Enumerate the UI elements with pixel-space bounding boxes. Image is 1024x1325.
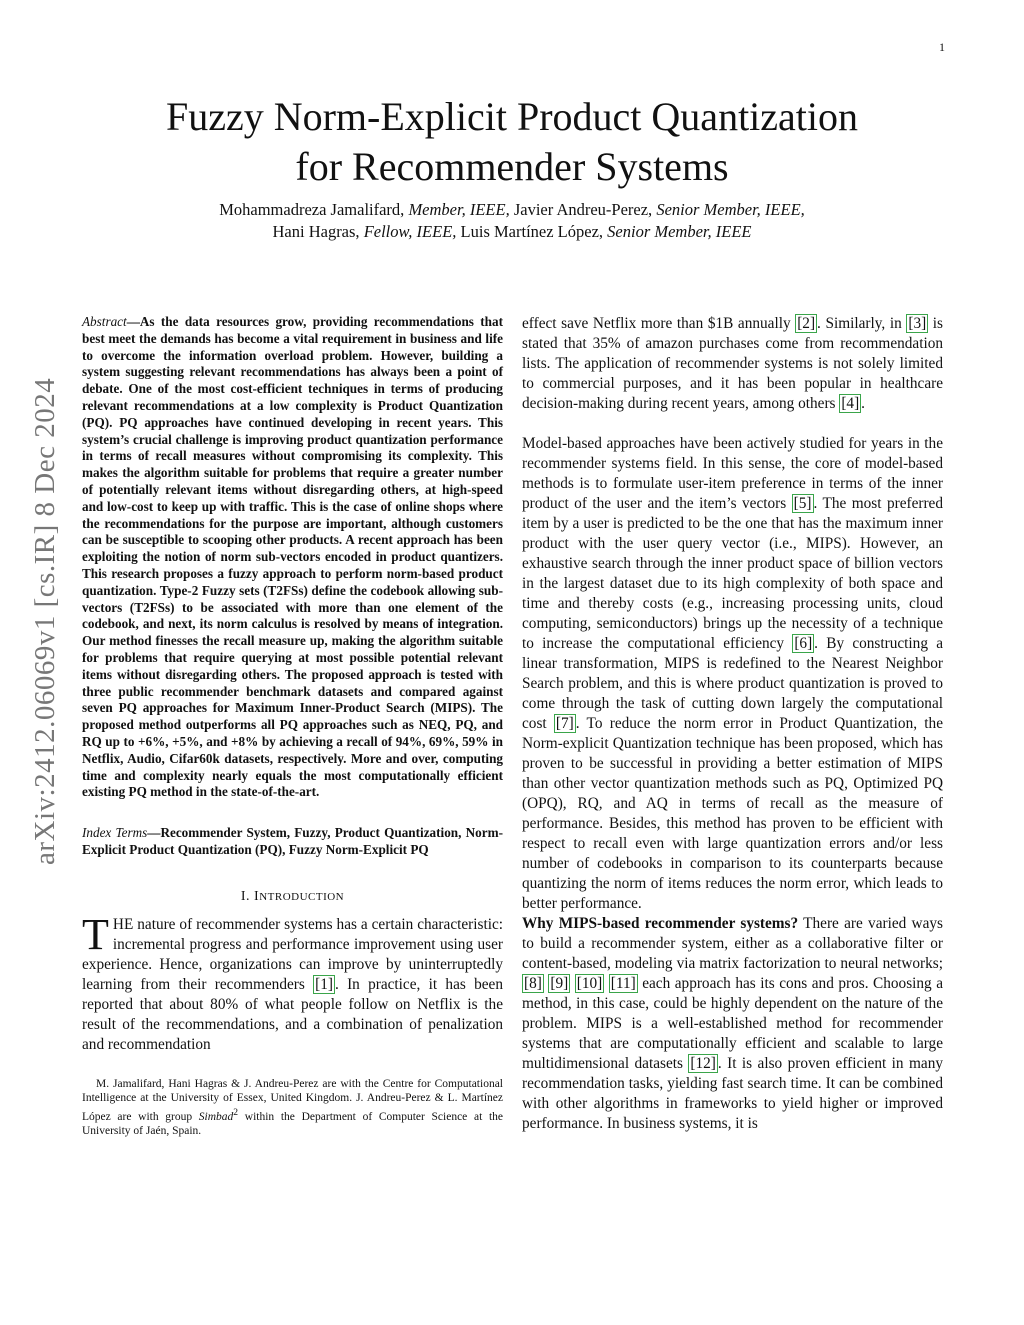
abstract-lead: Abstract [82,314,127,329]
index-terms-text: —Recommender System, Fuzzy, Product Quantization, Norm-Explicit Product Quantization (PQ), Fuzzy Norm-Explicit PQ [82,825,503,857]
title-line-2: for Recommender Systems [295,144,729,189]
first-word: HE [112,915,134,933]
paragraph: Why MIPS-based recommender systems? There are varied ways to build a recommender system, either as a collaborative filter or content-based, modeling via matrix factorization to neural networks; [8] [9] [10] [11] each approach has its cons and pros. Choosing a method, in this case, could be highly dependent on the nature of the problem. MIPS is a well-established method for recommender systems that are computationally efficient and scalable to large multidimensional datasets [12] . It is also proven efficient in many recommendation tasks, yielding fast search time. It can be combined with other algorithms in frameworks to yield higher or improved performance. In business systems, it is [522,915,944,1132]
arxiv-identifier: arXiv:2412.06069v1 [cs.IR] 8 Dec 2024 [29,377,61,865]
author-role: Senior Member, IEEE [607,222,752,241]
author-role: Member, IEEE, [408,200,510,219]
citation-link[interactable]: [1] [315,975,333,993]
citation-link[interactable]: [3] [908,315,927,332]
citation-link[interactable]: [9] [550,975,569,992]
paragraph-heading: Why MIPS-based recommender systems? [522,915,799,932]
affiliation-footnote: M. Jamalifard, Hani Hagras & J. Andreu-Perez are with the Centre for Computational Intelligence at the University of Essex, United Kingdom. J. Andreu-Perez & L. Martínez López are with group Simbad$^2$ within the Department of Computer Science at the University of Jaén, Spain. [82,1077,503,1138]
citation-link[interactable]: [12] [690,1055,716,1072]
author-role: Fellow, IEEE, [363,222,457,241]
citation-link[interactable]: [2] [797,315,816,332]
right-column [522,314,943,1134]
citation-link[interactable]: [5] [793,495,812,512]
author-name: Hani Hagras, [272,222,360,241]
citation-link[interactable]: [8] [524,975,542,992]
author-role: Senior Member, IEEE, [656,200,805,219]
abstract-text: —As the data resources grow, providing recommendations that best meet the demands has become a vital requirement in business and life to overcome the information overload problem. However, building a system suggesting relevant recommendations has always been a point of debate. One of the most cost-efficient techniques in terms of producing relevant recommendations at a low complexity is Product Quantization (PQ). PQ approaches have continued developing in recent years. This system’s crucial challenge is improving product quantization performance in terms of recall measures without compromising its complexity. This makes the algorithm suitable for problems that require a greater number of potentially relevant items without disregarding others, at high-speed and low-cost to keep up with traffic. This is the case of online shops where the recommendations for the purpose are important, although customers can be susceptible to scooping other products. A recent approach has been exploiting the notion of norm sub-vectors encoded in product quantizers. This research proposes a fuzzy approach to perform norm-based product quantization. Type-2 Fuzzy sets (T2FSs) define the codebook allowing sub-vectors (T2FSs) to be associated with more than one element of the codebook, and next, its norm calculus is resolved by means of integration. Our method finesses the recall measure up, making the algorithm suitable for problems that require querying at most possible potential relevant items without disregarding others. The proposed approach is tested with three public recommender benchmark datasets and compared against seven PQ approaches for Maximum Inner-Product Search (MIPS). The proposed method outperforms all PQ approaches such as NEQ, PQ, and RQ up to +6%, +5%, and +8% by achieving a recall of 94%, 69%, 59% in Netflix, Audio, Cifar60k datasets, respectively. More and over, computing time and complexity nearly equals the most computationally efficient existing PQ method in the state-of-the-art. [82,314,503,800]
author-name: Javier Andreu-Perez, [513,200,653,219]
citation-link[interactable]: [10] [576,975,603,992]
citation-link[interactable]: [6] [794,635,813,652]
intro-paragraph: THE nature of recommender systems has a certain characteristic: incremental progress and performance improvement using user experience. Hence, organizations can improve by uninterruptedly learning from their recommenders [1] . In practice, it has been reported that about 80% of what people follow on Netflix is the result of the recommendations, and a combination of penalization and recommendation [82,909,503,1053]
abstract [82,314,503,801]
author-list [100,199,924,243]
paragraph: effect save Netflix more than $1B annually [2] . Similarly, in [3] is stated that 35% of amazon purchases come from recommendation lists. The application of recommender systems is not solely limited to commercial purposes, and it has been popular in healthcare decision-making during recent years, among others [4] . [522,315,944,412]
citation-link[interactable]: [11] [610,975,636,992]
paper-title [100,92,924,192]
page-number: 1 [939,40,945,54]
author-name: Luis Martínez López, [460,222,604,241]
drop-cap: T [82,909,109,959]
citation-link[interactable]: [7] [555,715,574,732]
index-terms [82,825,503,859]
paragraph: Model-based approaches have been actively studied for years in the recommender systems field. In this sense, the core of model-based methods is to formulate user-item preference in terms of the inner product of the user and the item’s vectors [5] . The most preferred item by a user is predicted to be the one that has the maximum inner product with the user query vector (i.e., MIPS). However, an exhaustive search through the inner product space of billion vectors in the largest dataset due to its high complexity of both space and time and thereby costs (e.g., increasing processing units, cloud computing, semiconductors) brings up the necessity of a technique to increase the computational efficiency [6] . By constructing a linear transformation, MIPS is redefined to the Nearest Neighbor Search problem, and this is where product quantization is proved to come through the task of cutting down largely the computational cost [7] . To reduce the norm error in Product Quantization, the Norm-explicit Quantization technique has been proposed, which has proven to be successful in providing a better estimation of MIPS than other vector quantization methods such as PQ, Optimized PQ (OPQ), RQ, and AQ in terms of recall as the measure of performance. Besides, this method has proven to be efficient with respect to recall even with large quantization errors and/or less number of codebooks in comparison to its counterparts because quantizing the norm of items reduces the norm error, which leads to better performance. [522,435,944,912]
author-name: Mohammadreza Jamalifard, [219,200,405,219]
index-terms-lead: Index Terms [82,825,148,841]
title-line-1: Fuzzy Norm-Explicit Product Quantization [165,94,859,139]
citation-link[interactable]: [4] [841,395,860,412]
section-heading-introduction: I. INTRODUCTION [240,888,345,904]
left-column [82,314,503,1139]
